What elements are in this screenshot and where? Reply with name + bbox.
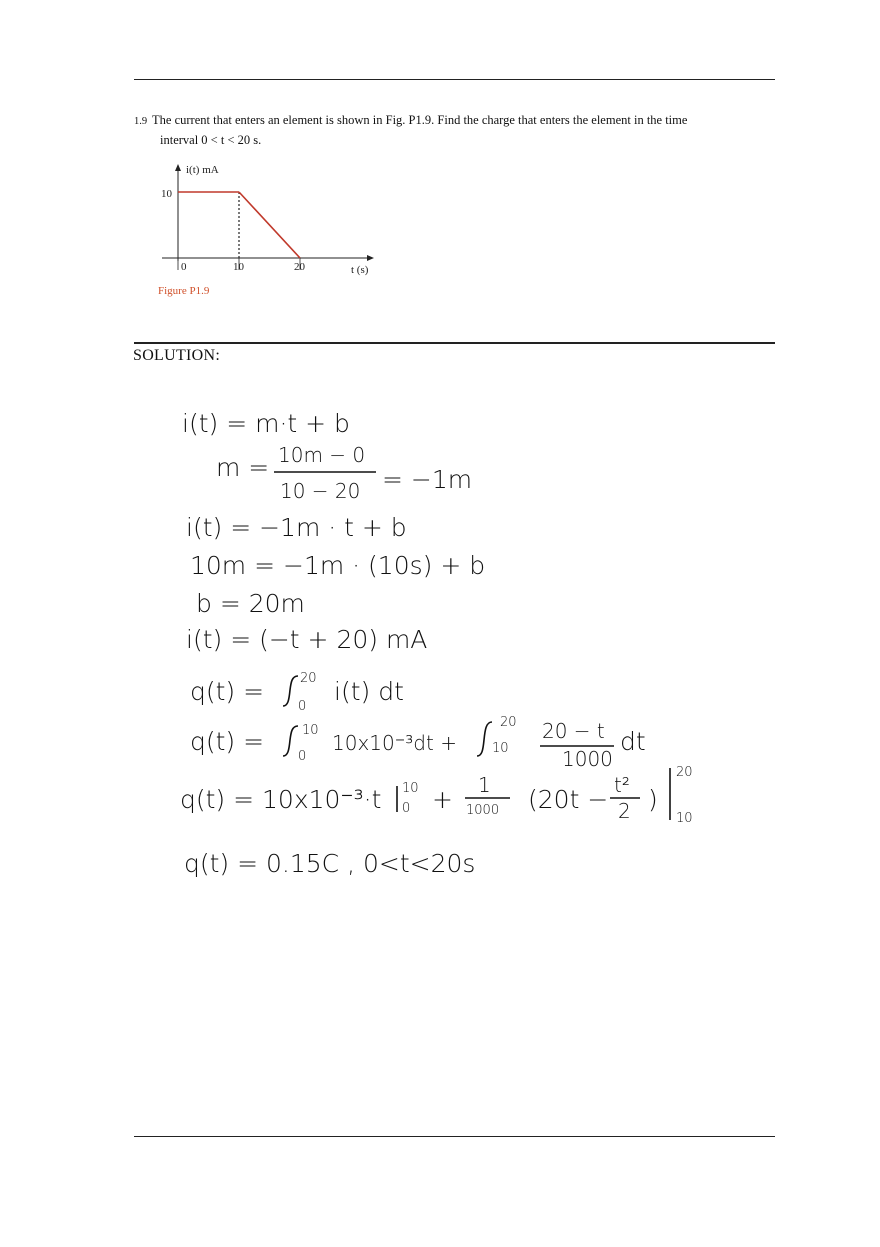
slope-result: = −1m	[382, 465, 473, 494]
antiderivative-close: )	[648, 785, 658, 814]
integral-sign-2	[283, 726, 298, 756]
evaluation-term-1: q(t) = 10x10⁻³·t	[180, 785, 382, 814]
integral-1-integrand: i(t) dt	[334, 677, 404, 706]
coefficient-numerator: 1	[478, 773, 491, 797]
antiderivative-open: (20t −	[528, 785, 609, 814]
integral-3-differential: dt	[620, 727, 646, 756]
charge-label-2: q(t) =	[190, 727, 265, 756]
problem-statement	[134, 111, 774, 149]
x-axis-label: t (s)	[351, 264, 369, 276]
top-rule	[134, 79, 775, 80]
problem-text-line2: interval 0 < t < 20 s.	[160, 133, 262, 147]
coefficient-denominator: 1000	[466, 803, 500, 818]
integrand-numerator: 20 − t	[542, 719, 605, 743]
bottom-rule	[134, 1136, 775, 1137]
integrand-denominator: 1000	[562, 747, 613, 771]
integral-2-upper: 10	[302, 723, 319, 738]
integral-sign-3	[477, 722, 492, 756]
y-axis-label: i(t) mA	[186, 164, 219, 176]
y-axis-arrow	[175, 164, 181, 171]
integral-1-upper: 20	[300, 671, 317, 686]
problem-number: 1.9	[134, 116, 148, 127]
series-segment	[239, 192, 300, 258]
problem-text-line1: The current that enters an element is shown in Fig. P1.9. Find the charge that enters the element in the time	[152, 113, 688, 127]
integral-sign-1	[283, 676, 298, 706]
solution-label: SOLUTION:	[133, 347, 221, 364]
solution-line-4: 10m = −1m · (10s) + b	[190, 551, 486, 580]
evaluation-1-upper: 10	[402, 781, 419, 796]
figure-caption: Figure P1.9	[158, 285, 210, 297]
integral-3-upper: 20	[500, 715, 517, 730]
slope-label: m =	[216, 453, 270, 482]
x-axis-arrow	[367, 255, 374, 261]
x-tick-label-2: 20	[294, 261, 305, 273]
integral-2-lower: 0	[298, 749, 307, 764]
evaluation-plus: +	[432, 785, 453, 814]
evaluation-1-lower: 0	[402, 801, 411, 816]
final-answer: q(t) = 0.15C , 0<t<20s	[184, 849, 476, 878]
evaluation-2-upper: 20	[676, 765, 693, 780]
solution-line-5: b = 20m	[196, 589, 305, 618]
y-tick-label: 10	[161, 188, 172, 200]
integral-3-lower: 10	[492, 741, 509, 756]
solution-line-6: i(t) = (−t + 20) mA	[186, 625, 428, 654]
t-squared-denominator: 2	[618, 799, 631, 823]
slope-numerator: 10m − 0	[278, 443, 366, 467]
x-tick-label-0: 0	[181, 261, 187, 273]
solution-rule	[134, 342, 775, 344]
integral-2-integrand: 10x10⁻³dt +	[332, 731, 457, 755]
evaluation-2-lower: 10	[676, 811, 693, 826]
solution-line-3: i(t) = −1m · t + b	[186, 513, 407, 542]
figure-p1-9	[150, 158, 390, 288]
t-squared-numerator: t²	[614, 773, 630, 797]
slope-denominator: 10 − 20	[280, 479, 361, 503]
x-tick-label-1: 10	[233, 261, 244, 273]
solution-line-1: i(t) = m·t + b	[182, 409, 350, 438]
integral-1-lower: 0	[298, 699, 307, 714]
charge-label-1: q(t) =	[190, 677, 265, 706]
current-chart	[150, 158, 390, 288]
